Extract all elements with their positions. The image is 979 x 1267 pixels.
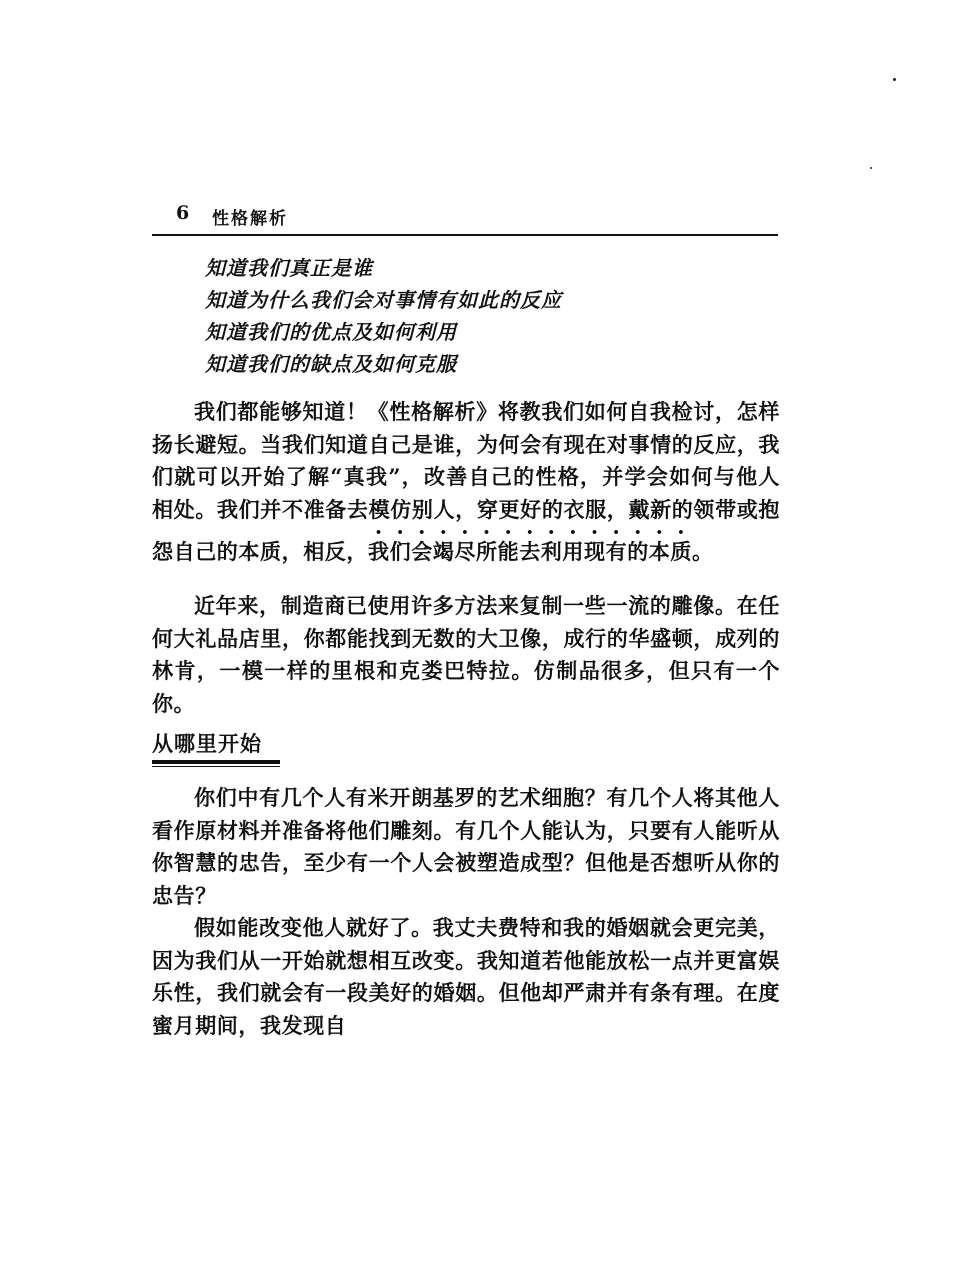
list-item: 知道为什么我们会对事情有如此的反应 — [205, 288, 562, 312]
running-title: 性格解析 — [212, 209, 288, 229]
list-item: 知道我们的缺点及如何克服 — [205, 352, 457, 376]
section-heading: 从哪里开始 — [152, 731, 262, 756]
paragraph-statues: 近年来，制造商已使用许多方法来复制一些一流的雕像。在任何大礼品店里，你都能找到无数的大卫像，成行的华盛顿，成列的林肯，一模一样的里根和克娄巴特拉。仿制品很多，但只有一个你。 — [152, 593, 780, 716]
scan-speck — [893, 78, 896, 81]
page-number: 6 — [176, 202, 190, 224]
heading-underline — [152, 760, 280, 769]
running-header — [152, 198, 778, 236]
paragraph-michelangelo: 你们中有几个人有米开朗基罗的艺术细胞？有几个人将其他人看作原材料并准备将他们雕刻。有几个人能认为，只要有人能听从你智慧的忠告，至少有一个人会被塑造成型？但他是否想听从你的忠告？ — [152, 785, 780, 908]
paragraph-text: 。 — [692, 539, 714, 564]
list-item: 知道我们的优点及如何利用 — [205, 320, 457, 344]
scan-speck — [870, 167, 872, 169]
paragraph-intro — [152, 396, 780, 569]
paragraph-text: 我们都能够知道！《性格解析》将教我们如何自我检讨，怎样扬长避短。当我们知道自己是谁，为何会有现在对事情的反应，我们就可以开始了解“真我”，改善自己的性格，并学会如何与他人相处。我们并不准备去模仿别人，穿更好的衣服，戴新的领带或抱怨自己的本质，相反， — [152, 399, 780, 564]
paragraph-marriage: 假如能改变他人就好了。我丈夫费特和我的婚姻就会更完美，因为我们从一开始就想相互改变。我知道若他能放松一点并更富娱乐性，我们就会有一段美好的婚姻。但他却严肃并有条有理。在度蜜月期间，我发现自 — [152, 915, 780, 1038]
intro-list — [205, 252, 562, 380]
emphasized-text: 我们会竭尽所能去利用现有的本质 — [368, 539, 692, 564]
list-item: 知道我们真正是谁 — [205, 256, 373, 280]
